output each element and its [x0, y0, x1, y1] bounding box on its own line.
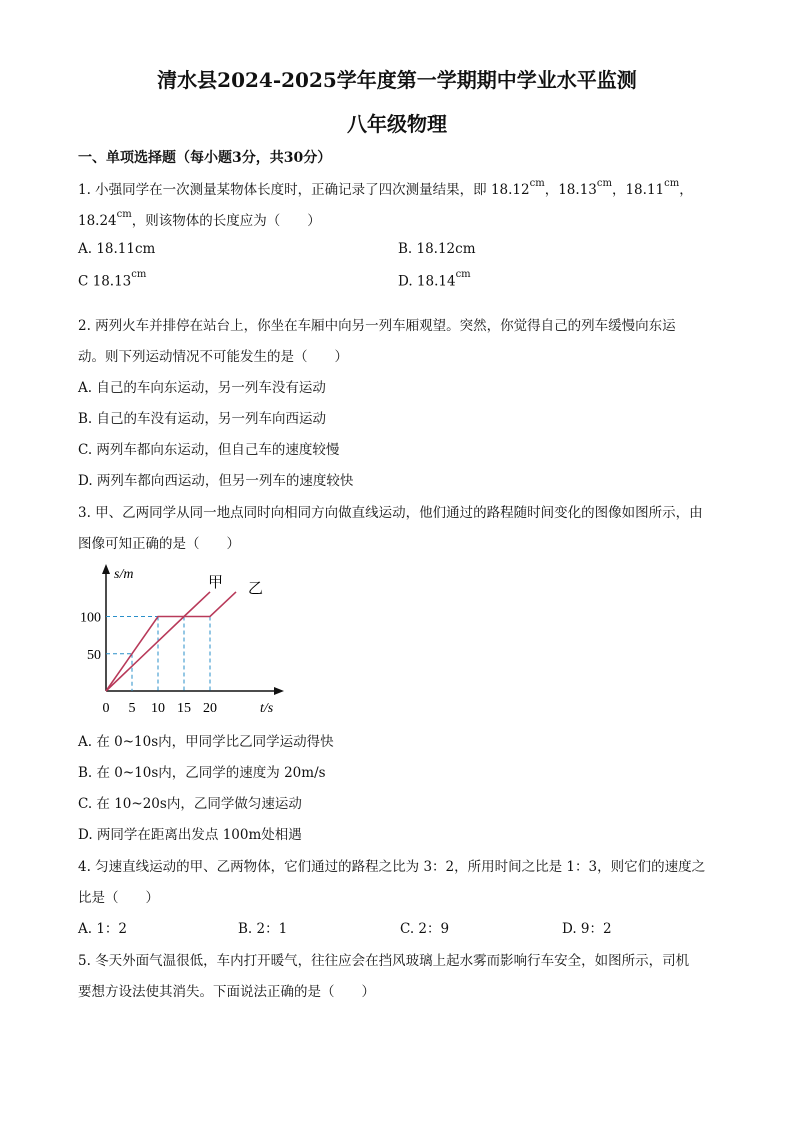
- page-subtitle: 八年级物理: [347, 112, 447, 136]
- q4-option-d: D. 9：2: [562, 921, 612, 937]
- q3-option-b: B. 在 0~10s内，乙同学的速度为 20m/s: [78, 765, 326, 781]
- x-tick-label-20: 20: [203, 701, 217, 716]
- x-tick-label-0: 0: [102, 701, 110, 716]
- x-tick-label-15: 15: [177, 701, 191, 716]
- q4-option-c: C. 2：9: [400, 921, 450, 937]
- x-tick-label-5: 5: [128, 701, 136, 716]
- y-axis-label: s/m: [114, 567, 134, 582]
- x-axis-arrow: [274, 687, 284, 695]
- q2-option-d: D. 两列车都向西运动，但另一列车的速度较快: [78, 473, 354, 489]
- q2-option-b: B. 自己的车没有运动，另一列车向西运动: [78, 411, 327, 427]
- question-1-line1: 1. 小强同学在一次测量某物体长度时，正确记录了四次测量结果，即 $18.12^{cm}$，$18.13^{cm}$，$18.11^{cm}$，: [78, 177, 693, 198]
- question-3-line1: 3. 甲、乙两同学从同一地点同时向相同方向做直线运动，他们通过的路程随时间变化的图像如图所示，由: [78, 505, 703, 521]
- q1-option-a: A. 18.11cm: [78, 241, 156, 257]
- question-4-line2: 比是（ ）: [78, 890, 159, 906]
- question-3-line2: 图像可知正确的是（ ）: [78, 536, 240, 552]
- question-2-line1: 2. 两列火车并排停在站台上，你坐在车厢中向另一列车厢观望。突然，你觉得自己的列车缓慢向东运: [78, 318, 676, 334]
- y-tick-label-50: 50: [87, 647, 101, 663]
- q1-option-b: B. 18.12cm: [398, 241, 476, 257]
- q1-option-d: D. $18.14^{cm}$: [398, 269, 471, 290]
- question-5-line2: 要想方设法使其消失。下面说法正确的是（ ）: [78, 984, 375, 1000]
- q3-option-c: C. 在 10~20s内，乙同学做匀速运动: [78, 796, 302, 812]
- question-1-line2: $18.24^{cm}$，则该物体的长度应为（ ）: [78, 208, 321, 229]
- y-axis-arrow: [102, 564, 110, 574]
- x-tick-label-10: 10: [151, 701, 165, 716]
- x-axis-label: t/s: [260, 701, 274, 716]
- q4-option-a: A. 1：2: [78, 921, 128, 937]
- section-heading: 一、单项选择题（每小题3分，共30分）: [78, 150, 332, 166]
- y-tick-label-100: 100: [80, 610, 101, 626]
- question-2-line2: 动。则下列运动情况不可能发生的是（ ）: [78, 349, 348, 365]
- question-5-line1: 5. 冬天外面气温很低，车内打开暖气，往往应会在挡风玻璃上起水雾而影响行车安全，如图所示，司机: [78, 953, 690, 969]
- series-line-yi: [106, 592, 236, 691]
- q3-option-a: A. 在 0~10s内，甲同学比乙同学运动得快: [78, 734, 334, 750]
- question-4-line1: 4. 匀速直线运动的甲、乙两物体，它们通过的路程之比为 3：2，所用时间之比是 1：3，则它们的速度之: [78, 859, 706, 875]
- q2-option-c: C. 两列车都向东运动，但自己车的速度较慢: [78, 442, 340, 458]
- series-label-yi: 乙: [248, 581, 264, 597]
- q1-option-c: C $18.13^{cm}$: [78, 269, 147, 290]
- series-label-jia: 甲: [208, 575, 224, 591]
- distance-time-graph: [78, 560, 298, 720]
- q4-option-b: B. 2：1: [238, 921, 288, 937]
- q2-option-a: A. 自己的车向东运动，另一列车没有运动: [78, 380, 326, 396]
- q3-option-d: D. 两同学在距离出发点 100m处相遇: [78, 827, 302, 843]
- page-title: 清水县2024-2025学年度第一学期期中学业水平监测: [157, 68, 637, 92]
